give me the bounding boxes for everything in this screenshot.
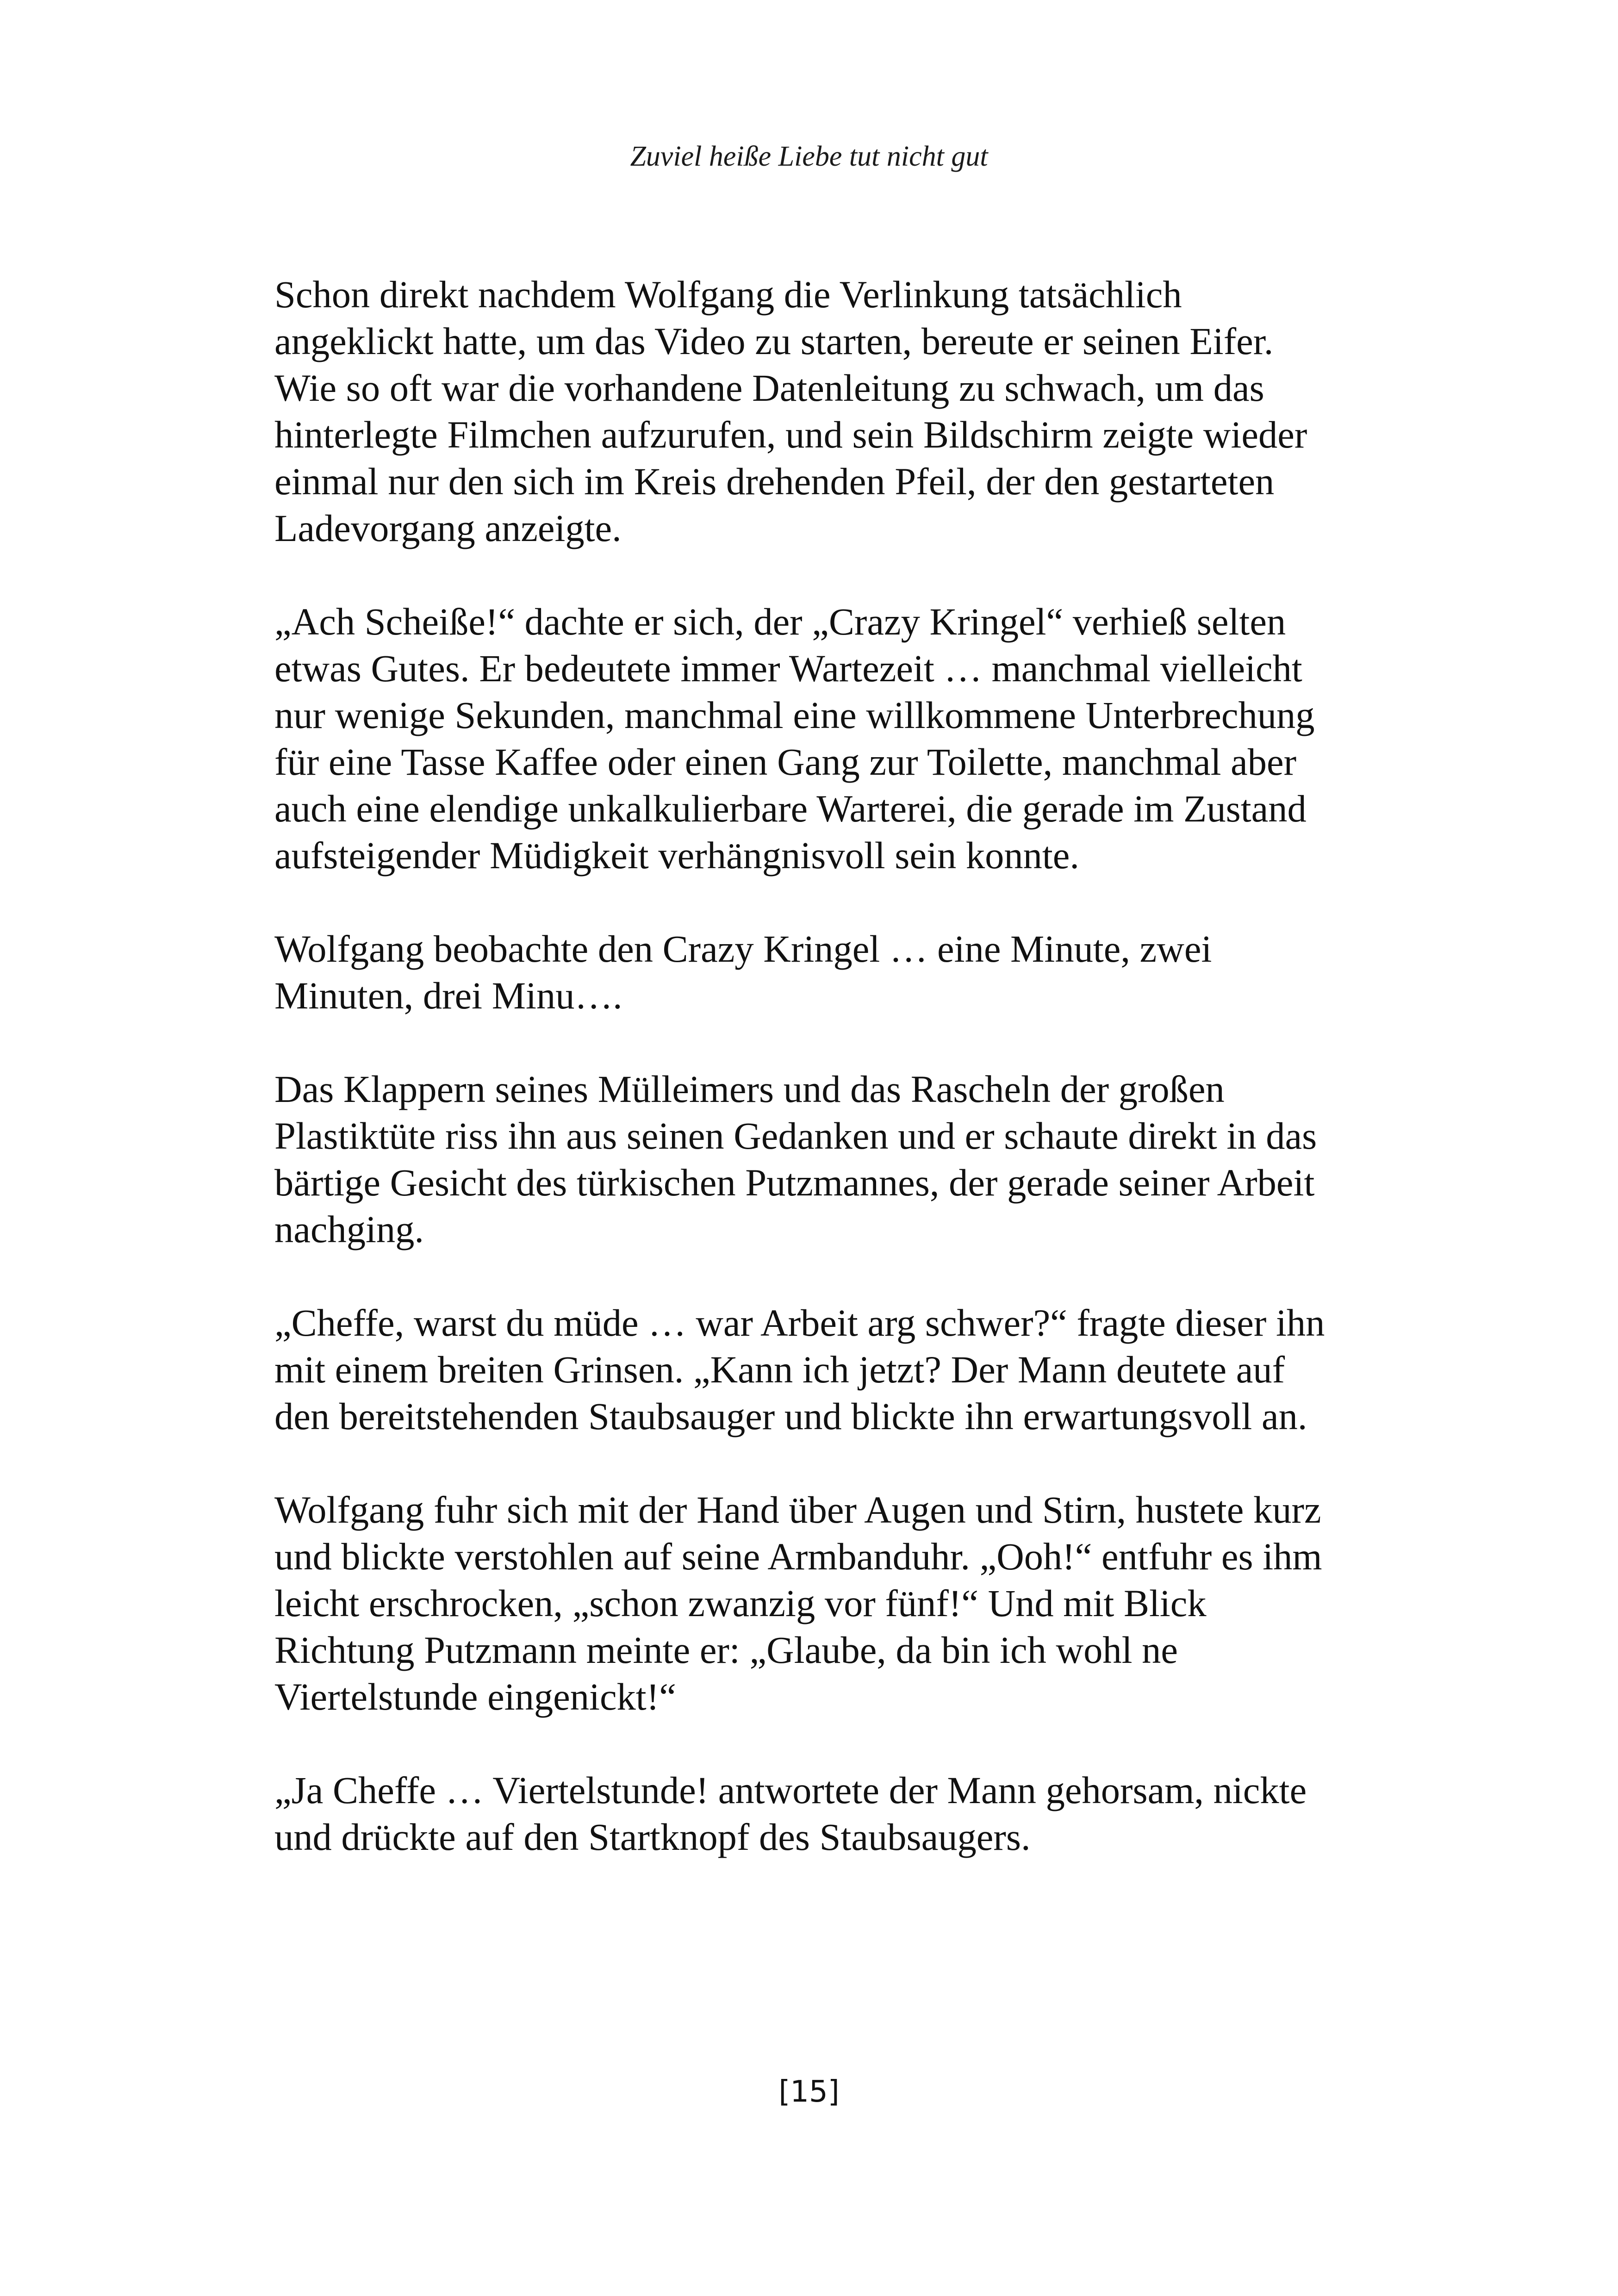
text-line: etwas Gutes. Er bedeutete immer Wartezeit … manchmal vielleicht [274, 647, 1302, 690]
text-line: „Cheffe, warst du müde … war Arbeit arg schwer?“ fragte dieser ihn [274, 1301, 1325, 1344]
text-line: Minuten, drei Minu…. [274, 974, 622, 1017]
text-line: und drückte auf den Startknopf des Staubsaugers. [274, 1816, 1031, 1858]
text-line: „Ja Cheffe … Viertelstunde! antwortete der Mann gehorsam, nickte [274, 1769, 1307, 1811]
text-line: auch eine elendige unkalkulierbare Warterei, die gerade im Zustand [274, 787, 1307, 830]
text-line: Wolfgang fuhr sich mit der Hand über Augen und Stirn, hustete kurz [274, 1488, 1321, 1531]
text-line: Wolfgang beobachte den Crazy Kringel … eine Minute, zwei [274, 927, 1212, 970]
text-line: bärtige Gesicht des türkischen Putzmannes, der gerade seiner Arbeit [274, 1161, 1315, 1204]
paragraph [274, 271, 1376, 552]
text-line: Das Klappern seines Mülleimers und das Rascheln der großen [274, 1068, 1225, 1110]
text-line: Plastiktüte riss ihn aus seinen Gedanken und er schaute direkt in das [274, 1114, 1317, 1157]
paragraph [274, 1767, 1376, 1860]
text-line: Schon direkt nachdem Wolfgang die Verlinkung tatsächlich [274, 273, 1182, 316]
text-line: Wie so oft war die vorhandene Datenleitung zu schwach, um das [274, 367, 1264, 409]
text-line: Viertelstunde eingenickt!“ [274, 1675, 676, 1718]
text-line: „Ach Scheiße!“ dachte er sich, der „Crazy Kringel“ verhieß selten [274, 600, 1286, 643]
text-line: leicht erschrocken, „schon zwanzig vor fünf!“ Und mit Blick [274, 1582, 1207, 1624]
text-line: einmal nur den sich im Kreis drehenden Pfeil, der den gestarteten [274, 460, 1275, 503]
paragraph [274, 1487, 1376, 1720]
text-line: nur wenige Sekunden, manchmal eine willkommene Unterbrechung [274, 694, 1315, 736]
text-line: mit einem breiten Grinsen. „Kann ich jetzt? Der Mann deutete auf [274, 1348, 1285, 1391]
text-line: den bereitstehenden Staubsauger und blickte ihn erwartungsvoll an. [274, 1395, 1307, 1437]
text-line: für eine Tasse Kaffee oder einen Gang zur Toilette, manchmal aber [274, 740, 1297, 783]
paragraph [274, 1066, 1376, 1253]
body-text [274, 271, 1376, 1860]
paragraph [274, 1300, 1376, 1440]
text-line: aufsteigender Müdigkeit verhängnisvoll sein konnte. [274, 834, 1079, 877]
page-number: [15] [778, 2075, 840, 2109]
text-line: angeklickt hatte, um das Video zu starten, bereute er seinen Eifer. [274, 320, 1274, 362]
running-header: Zuviel heiße Liebe tut nicht gut [630, 141, 988, 172]
paragraph [274, 926, 1376, 1019]
text-line: nachging. [274, 1208, 424, 1251]
paragraph [274, 598, 1376, 879]
text-line: und blickte verstohlen auf seine Armbanduhr. „Ooh!“ entfuhr es ihm [274, 1535, 1322, 1578]
text-line: hinterlegte Filmchen aufzurufen, und sein Bildschirm zeigte wieder [274, 413, 1307, 456]
text-line: Ladevorgang anzeigte. [274, 507, 622, 549]
text-line: Richtung Putzmann meinte er: „Glaube, da bin ich wohl ne [274, 1629, 1178, 1671]
